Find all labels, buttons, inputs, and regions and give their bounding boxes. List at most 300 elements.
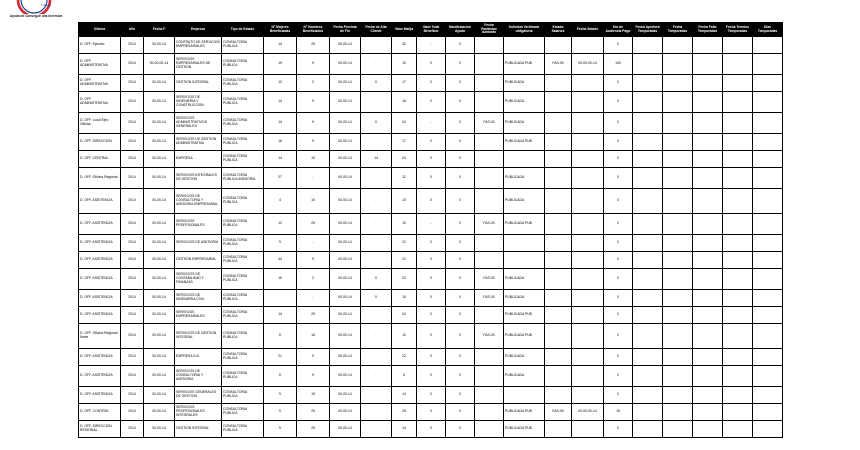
table-cell: 24 <box>392 151 417 168</box>
table-cell <box>633 404 663 421</box>
table-cell <box>723 269 753 290</box>
table-cell <box>693 134 723 151</box>
table-cell: 00-00-14 <box>330 269 361 290</box>
table-cell <box>545 269 572 290</box>
table-cell: 0 <box>417 404 446 421</box>
table-cell <box>475 92 504 113</box>
table-cell: 10 <box>392 290 417 307</box>
table-cell: CONSULTORIA PUBLICA <box>222 37 264 54</box>
table-cell: 12 <box>264 214 297 235</box>
column-header: Tipo de Estado <box>222 23 264 37</box>
table-cell <box>572 214 604 235</box>
table-cell: D. OFF. CENTRAL <box>79 151 121 168</box>
table-cell: FAS-00 <box>475 290 504 307</box>
table-cell: CONSULTORIA PUBLICA <box>222 92 264 113</box>
table-cell: CONSULTORIA PUBLICA <box>222 75 264 92</box>
table-cell: 00-00-14 <box>330 189 361 214</box>
table-cell <box>753 404 783 421</box>
table-cell: 15 <box>264 269 297 290</box>
table-cell: 00-00-14 <box>330 214 361 235</box>
table-cell: 14 <box>264 307 297 324</box>
table-cell <box>663 269 693 290</box>
table-cell: 16 <box>297 324 330 349</box>
table-cell: 0 <box>604 307 633 324</box>
table-cell: 15 <box>297 387 330 404</box>
table-cell: 00-00-14 <box>144 404 175 421</box>
table-cell: 00-00-14 <box>144 189 175 214</box>
table-cell: - <box>361 189 392 214</box>
table-cell: 0 <box>604 168 633 189</box>
table-cell <box>545 214 572 235</box>
table-cell <box>693 324 723 349</box>
table-cell <box>753 75 783 92</box>
table-cell: 16 <box>392 92 417 113</box>
table-cell <box>693 387 723 404</box>
table-cell: 0 <box>604 134 633 151</box>
table-cell: FAS-00 <box>475 324 504 349</box>
table-cell: CONSULTORIA PUBLICA <box>222 269 264 290</box>
table-cell <box>693 75 723 92</box>
table-cell: 12 <box>392 324 417 349</box>
table-cell <box>693 404 723 421</box>
table-cell: EMPRESA S.A. <box>175 349 222 366</box>
table-cell <box>693 214 723 235</box>
table-cell <box>723 189 753 214</box>
table-row <box>79 37 783 54</box>
table-cell: 0 <box>361 75 392 92</box>
logo <box>14 0 54 14</box>
table-cell: 44 <box>264 252 297 269</box>
table-cell: SERVICIOS DE INGENIERIA Y CONSTRUCCION <box>175 92 222 113</box>
table-cell: 00-00-14 <box>144 113 175 134</box>
table-cell: 2014 <box>121 324 144 349</box>
table-cell: 0 <box>446 113 475 134</box>
table-cell <box>723 421 753 438</box>
table-cell: 2014 <box>121 113 144 134</box>
table-cell <box>633 252 663 269</box>
table-cell: CONSULTORIA PUBLICA <box>222 307 264 324</box>
table-cell <box>633 387 663 404</box>
table-cell <box>475 75 504 92</box>
table-row <box>79 189 783 214</box>
table-cell: 9 <box>297 252 330 269</box>
table-cell: CONSULTORIA PUBLICA <box>222 151 264 168</box>
table-cell: - <box>417 113 446 134</box>
table-cell <box>545 324 572 349</box>
table-cell: PUBLICADA PUB <box>504 54 545 75</box>
table-cell: - <box>361 307 392 324</box>
table-cell: 00-00-14 <box>330 349 361 366</box>
table-cell <box>753 366 783 387</box>
table-cell: 10 <box>297 189 330 214</box>
table-cell: 2014 <box>121 37 144 54</box>
table-cell: 00-00-14 <box>330 54 361 75</box>
table-cell: CONSULTORIA PUBLICA <box>222 421 264 438</box>
table-cell: GESTION INTEGRAL <box>175 75 222 92</box>
table-cell: D. OFF. ADMINISTRATIVA <box>79 54 121 75</box>
table-cell <box>663 252 693 269</box>
table-cell <box>475 421 504 438</box>
table-cell: 0 <box>446 349 475 366</box>
table-cell: 0 <box>446 235 475 252</box>
table-cell <box>663 307 693 324</box>
table-cell: 0 <box>417 235 446 252</box>
table-cell <box>663 387 693 404</box>
table-cell: 0 <box>604 269 633 290</box>
table-cell: SERVICIOS EMPRESARIALES <box>175 307 222 324</box>
table-cell: 00-00-14 <box>330 134 361 151</box>
table-cell: 22 <box>392 349 417 366</box>
table-cell: D. OFF. Ejecutiv <box>79 37 121 54</box>
table-cell: SERVICIOS DE GESTION ADMINISTRATIVA <box>175 134 222 151</box>
table-cell: 0 <box>446 75 475 92</box>
table-cell <box>572 92 604 113</box>
column-header: Oficina <box>79 23 121 37</box>
table-cell: CONSULTORIA PUBLICA <box>222 349 264 366</box>
table-cell: 9 <box>264 387 297 404</box>
table-cell: 00-00-14 <box>144 37 175 54</box>
table-cell <box>633 366 663 387</box>
table-row <box>79 54 783 75</box>
table-cell: - <box>264 290 297 307</box>
table-cell: SERVICIOS DE INGENIERIA CIVIL <box>175 290 222 307</box>
table-cell: 9 <box>297 366 330 387</box>
table-cell: 0 <box>417 324 446 349</box>
table-cell: 0 <box>604 75 633 92</box>
table-cell: 0 <box>417 269 446 290</box>
table-cell: 0 <box>604 421 633 438</box>
table-cell: SERVICIOS EMPRESARIALES DE GESTION <box>175 54 222 75</box>
table-cell: CONSULTORIA PUBLICA <box>222 235 264 252</box>
table-cell: CONSULTORIA PUBLICA <box>222 113 264 134</box>
table-cell <box>723 214 753 235</box>
table-cell: CONTRATO DE SERVICIOS EMPRESARIALES <box>175 37 222 54</box>
table-cell: PUBLICADA <box>504 290 545 307</box>
column-header: N° Hombres Beneficiados <box>297 23 330 37</box>
table-cell <box>723 349 753 366</box>
logo-ring-icon <box>14 0 54 14</box>
table-cell <box>545 421 572 438</box>
table-cell <box>545 134 572 151</box>
column-header: Estado Salarios <box>545 23 572 37</box>
column-header: Días Temporadas <box>753 23 783 37</box>
table-cell: GESTION INTEGRAL <box>175 421 222 438</box>
table-cell: 00-00-14 <box>144 214 175 235</box>
table-cell: 0 <box>417 421 446 438</box>
table-row <box>79 387 783 404</box>
table-cell: 0 <box>417 307 446 324</box>
table-cell <box>572 349 604 366</box>
table-cell: 4 <box>264 189 297 214</box>
table-cell: 9 <box>297 349 330 366</box>
table-cell: D. OFF. ADMINISTRATIVA <box>79 92 121 113</box>
table-cell <box>504 151 545 168</box>
table-cell: FAS-00 <box>475 113 504 134</box>
table-cell: - <box>297 290 330 307</box>
table-cell <box>545 252 572 269</box>
table-cell <box>663 54 693 75</box>
table-cell: CONSULTORIA PUBLICA <box>222 252 264 269</box>
table-cell: 0 <box>361 269 392 290</box>
table-cell: 2014 <box>121 307 144 324</box>
table-cell: 2014 <box>121 54 144 75</box>
table-cell <box>663 404 693 421</box>
table-cell <box>753 168 783 189</box>
table-cell: CONSULTORIA PUBLICA <box>222 189 264 214</box>
table-cell: SERVICIOS GENERALES DE GESTION <box>175 387 222 404</box>
table-cell: D. OFF. Oficina Regional Norte <box>79 324 121 349</box>
table-cell: 2 <box>297 75 330 92</box>
table-cell: SERVICIOS ADMINISTRATIVOS GENERALES <box>175 113 222 134</box>
table-cell: 0 <box>446 189 475 214</box>
table-cell: 6 <box>392 366 417 387</box>
table-cell: 00-00-14 <box>144 421 175 438</box>
table-cell <box>633 75 663 92</box>
table-cell: 00-00-14 <box>330 404 361 421</box>
table-cell: 0 <box>446 269 475 290</box>
table-cell <box>753 269 783 290</box>
column-header: Fecha Salario <box>572 23 604 37</box>
table-cell: FAS-00 <box>545 404 572 421</box>
table-cell: CONSULTORIA PUBLICA <box>222 324 264 349</box>
table-cell <box>545 307 572 324</box>
table-cell: 100 <box>604 54 633 75</box>
table-cell <box>504 235 545 252</box>
table-cell: 0 <box>604 366 633 387</box>
table-cell <box>663 349 693 366</box>
table-cell: 00-00-14 <box>330 37 361 54</box>
table-row <box>79 134 783 151</box>
table-cell: 25 <box>297 214 330 235</box>
table-cell <box>572 75 604 92</box>
table-cell <box>693 92 723 113</box>
table-cell: PUBLICADA <box>504 113 545 134</box>
table-cell: PUBLICADA PUB <box>504 134 545 151</box>
table-cell <box>475 235 504 252</box>
table-cell: PUBLICADA <box>504 349 545 366</box>
table-cell: 0 <box>417 189 446 214</box>
table-cell <box>633 37 663 54</box>
table-cell <box>572 366 604 387</box>
column-header: Fecha Recibidas Adelanto <box>475 23 504 37</box>
column-header: N° Mujeres Beneficiadas <box>264 23 297 37</box>
table-cell <box>633 269 663 290</box>
table-cell: 21 <box>392 252 417 269</box>
table-cell: 19 <box>264 54 297 75</box>
table-cell <box>753 421 783 438</box>
table-cell: 00-00-14 <box>330 252 361 269</box>
column-header: Año <box>121 23 144 37</box>
table-cell: 2014 <box>121 168 144 189</box>
table-cell: D. OFF. Oficina Regional <box>79 168 121 189</box>
table-cell: 14 <box>392 387 417 404</box>
table-cell <box>723 151 753 168</box>
table-cell: 9 <box>297 92 330 113</box>
table-cell: 9 <box>264 421 297 438</box>
table-cell <box>545 366 572 387</box>
table-cell <box>663 214 693 235</box>
column-header: Fecha Prevista de Fin <box>330 23 361 37</box>
table-header-row <box>79 23 783 37</box>
table-cell: 0 <box>417 134 446 151</box>
table-cell <box>663 151 693 168</box>
table-cell <box>663 92 693 113</box>
table-cell: 00-00-00-14 <box>572 54 604 75</box>
table-cell: 00-00-14 <box>144 134 175 151</box>
table-cell <box>475 387 504 404</box>
table-cell: - <box>361 252 392 269</box>
table-cell: CONSULTORIA PUBLICA <box>222 387 264 404</box>
table-cell <box>545 189 572 214</box>
table-cell: 0 <box>446 168 475 189</box>
table-cell <box>545 37 572 54</box>
document-caption: Ayuda de Conseguir una Inversion <box>10 14 63 18</box>
table-cell: 0 <box>361 290 392 307</box>
table-cell <box>663 189 693 214</box>
table-row <box>79 92 783 113</box>
table-cell <box>753 290 783 307</box>
table-cell <box>572 324 604 349</box>
table-cell: 00-00-14 <box>330 151 361 168</box>
table-cell: 9 <box>264 235 297 252</box>
table-cell <box>545 151 572 168</box>
table-cell <box>545 387 572 404</box>
table-cell: 0 <box>417 349 446 366</box>
table-cell <box>663 324 693 349</box>
table-cell: 2014 <box>121 75 144 92</box>
table-cell: PUBLICADA <box>504 189 545 214</box>
table-cell <box>633 189 663 214</box>
table-cell: 00-00-14 <box>144 324 175 349</box>
table-cell <box>545 113 572 134</box>
table-cell: 0 <box>446 252 475 269</box>
table-cell <box>663 37 693 54</box>
table-cell: PUBLICADA <box>504 92 545 113</box>
table-cell: CONSULTORIA PUBLICA <box>222 214 264 235</box>
table-cell <box>693 189 723 214</box>
table-cell: - <box>417 37 446 54</box>
table-cell: 0 <box>604 235 633 252</box>
table-cell: 0 <box>446 387 475 404</box>
table-cell: - <box>361 421 392 438</box>
table-cell <box>723 54 753 75</box>
table-cell: SERVICIOS DE CONSULTORIA Y ASESORIA EMPRESARIAL <box>175 189 222 214</box>
table-cell: 0 <box>417 290 446 307</box>
table-cell: 0 <box>446 290 475 307</box>
table-cell: 25 <box>297 404 330 421</box>
table-cell: - <box>361 366 392 387</box>
table-row <box>79 290 783 307</box>
table-cell: - <box>361 404 392 421</box>
table-cell <box>693 168 723 189</box>
table-cell: 0 <box>446 92 475 113</box>
column-header: Empresa <box>175 23 222 37</box>
table-cell: 2014 <box>121 189 144 214</box>
table-cell: - <box>361 92 392 113</box>
table-row <box>79 252 783 269</box>
table-cell <box>693 235 723 252</box>
table-cell: 0 <box>604 214 633 235</box>
table-cell: 0 <box>417 151 446 168</box>
table-cell <box>633 168 663 189</box>
table-cell: PUBLICADA PUB <box>504 421 545 438</box>
table-cell: 00-00-14 <box>144 235 175 252</box>
table-cell <box>572 37 604 54</box>
table-cell: 00-00-14 <box>144 349 175 366</box>
table-cell: 00-00-14 <box>330 387 361 404</box>
table-cell: 2014 <box>121 290 144 307</box>
table-cell <box>475 252 504 269</box>
table-cell <box>633 92 663 113</box>
table-cell: D. OFF. ASISTENCIA <box>79 366 121 387</box>
table-cell <box>663 290 693 307</box>
table-cell <box>663 113 693 134</box>
table-cell: 2014 <box>121 92 144 113</box>
table-cell <box>633 307 663 324</box>
column-header: Fecha Apertura Temporadas <box>633 23 663 37</box>
table-cell <box>633 421 663 438</box>
table-cell: PUBLICADA <box>504 269 545 290</box>
logo-text: Trabajo <box>41 3 52 7</box>
table-cell: 2014 <box>121 421 144 438</box>
table-cell: D. OFF. ASISTENCIA <box>79 290 121 307</box>
table-cell <box>572 269 604 290</box>
table-cell: 00-00-14 <box>330 324 361 349</box>
table-cell <box>693 349 723 366</box>
table-cell <box>572 113 604 134</box>
table-cell: 0 <box>446 366 475 387</box>
column-header: Fecha Fallo Temporadas <box>693 23 723 37</box>
table-cell <box>572 252 604 269</box>
table-cell: 42 <box>392 37 417 54</box>
table-cell: 27 <box>264 168 297 189</box>
table-cell: 16 <box>264 134 297 151</box>
table-cell <box>572 168 604 189</box>
table-cell: 15 <box>604 404 633 421</box>
table-cell: CONSULTORIA PUBLICA <box>222 404 264 421</box>
table-cell: PUBLICADA <box>504 168 545 189</box>
table-cell <box>633 349 663 366</box>
table-cell: SERVICIOS PROFESIONALES INTEGRALES <box>175 404 222 421</box>
table-cell: 0 <box>446 307 475 324</box>
table-cell <box>693 113 723 134</box>
table-cell <box>475 54 504 75</box>
table-cell: CONSULTORIA PUBLICA <box>222 134 264 151</box>
table-cell: 14 <box>264 37 297 54</box>
table-cell <box>572 387 604 404</box>
table-cell: - <box>361 387 392 404</box>
table-cell: D. OFF. DIRECCION REGIONAL <box>79 421 121 438</box>
table-cell: 14 <box>392 421 417 438</box>
table-cell <box>723 404 753 421</box>
table-cell: 0 <box>446 404 475 421</box>
table-cell: D. OFF. ASISTENCIA <box>79 387 121 404</box>
table-cell <box>633 54 663 75</box>
table-cell: 21 <box>392 235 417 252</box>
table-cell: 10 <box>392 54 417 75</box>
table-cell <box>753 307 783 324</box>
table-cell: GESTION EMPRESARIAL <box>175 252 222 269</box>
table-cell <box>723 134 753 151</box>
table-cell: 00-00-14 <box>144 75 175 92</box>
table-cell: 10 <box>264 75 297 92</box>
table-cell: SERVICIOS DE CONTABILIDAD Y FINANZAS <box>175 269 222 290</box>
table-cell: 00-00-14 <box>330 168 361 189</box>
table-cell: 0 <box>604 113 633 134</box>
table-cell <box>475 151 504 168</box>
table-cell <box>572 235 604 252</box>
table-cell <box>663 366 693 387</box>
